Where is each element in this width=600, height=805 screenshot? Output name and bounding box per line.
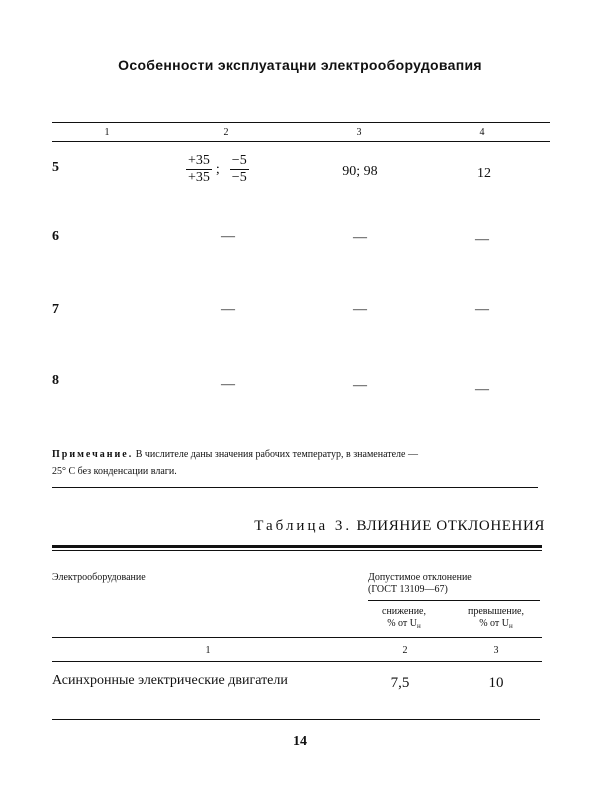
table3-col-equipment: Электрооборудование [52, 572, 146, 583]
table2-row-number: 6 [52, 229, 59, 244]
table2-note [52, 446, 550, 480]
page-header-title: Особенности эксплуатацни электрооборудовапия [118, 57, 482, 73]
table2-header-rule [52, 141, 550, 142]
table2-col-number-3: 3 [356, 127, 362, 138]
deviation-line-1: Допустимое отклонение [368, 572, 472, 583]
table2-row-dash: — [221, 229, 235, 244]
table2-row-dash: — [221, 377, 235, 392]
page-number: 14 [293, 734, 307, 749]
increase-line-1: превышение, [467, 606, 524, 617]
increase-subscript: н [509, 622, 513, 630]
fraction-minus5 [230, 154, 249, 185]
table2-col-number-4: 4 [479, 127, 485, 138]
table3-bottom-rule [52, 719, 540, 720]
table3-sub-decrease [368, 606, 440, 632]
table2-row-dash: — [353, 230, 367, 245]
decrease-subscript: н [417, 622, 421, 630]
table3-deviation-rule [368, 600, 540, 601]
table2-row-dash: — [353, 302, 367, 317]
increase-line-2 [452, 618, 540, 632]
table2-row-number: 5 [52, 160, 59, 175]
note-text-1: В числителе даны значения рабочих температур, в знаменателе — [135, 449, 418, 460]
table2-col-number-2: 2 [223, 127, 229, 138]
table3-sub-increase [452, 606, 540, 632]
fraction-separator: ; [215, 161, 220, 177]
table2-row-temperature-cell [186, 154, 249, 185]
table3-top-rule-thick [52, 545, 542, 548]
decrease-unit: % от U [387, 618, 418, 629]
table3-title-rest: ВЛИЯНИЕ ОТКЛОНЕНИЯ [356, 518, 545, 534]
table2-bottom-rule [52, 487, 538, 488]
table2-top-rule [52, 122, 550, 123]
table3-col-number-2: 2 [402, 645, 408, 656]
note-label: Примечание. [52, 449, 134, 460]
table2-row-dash: — [475, 382, 489, 397]
table2-row-col4: 12 [477, 166, 491, 181]
table3-col-number-1: 1 [205, 645, 211, 656]
table2-col-number-1: 1 [104, 127, 110, 138]
fraction-denominator: −5 [231, 170, 247, 185]
table2-row-dash: — [475, 232, 489, 247]
table2-row-dash: — [475, 302, 489, 317]
table2-row-number: 8 [52, 373, 59, 388]
table3-colnum-rule [52, 661, 542, 662]
table3-title-prefix: Таблица 3. [254, 518, 353, 534]
table2-row-humidity: 90; 98 [342, 164, 378, 179]
table3-col-number-3: 3 [493, 645, 499, 656]
fraction-plus35 [186, 154, 212, 185]
deviation-line-2: (ГОСТ 13109—67) [368, 584, 448, 595]
table3-col-deviation [368, 572, 540, 596]
fraction-numerator: −5 [231, 153, 247, 168]
table3-title [254, 518, 545, 535]
decrease-line-1: снижение, [382, 606, 426, 617]
table2-row-dash: — [353, 378, 367, 393]
table3-header-rule [52, 637, 542, 638]
increase-unit: % от U [479, 618, 510, 629]
table2-row-dash: — [221, 302, 235, 317]
table2-row-number: 7 [52, 302, 59, 317]
table3-row-decrease: 7,5 [390, 675, 410, 691]
decrease-line-2 [368, 618, 440, 632]
fraction-denominator: +35 [188, 170, 210, 185]
fraction-numerator: +35 [188, 153, 210, 168]
note-line-1 [52, 446, 550, 463]
table3-top-rule-thin [52, 550, 542, 551]
note-line-2: 25° С без конденсации влаги. [52, 466, 177, 477]
table3-row-equipment: Асинхронные электрические двигатели [52, 673, 288, 688]
table3-row-increase: 10 [488, 675, 504, 691]
